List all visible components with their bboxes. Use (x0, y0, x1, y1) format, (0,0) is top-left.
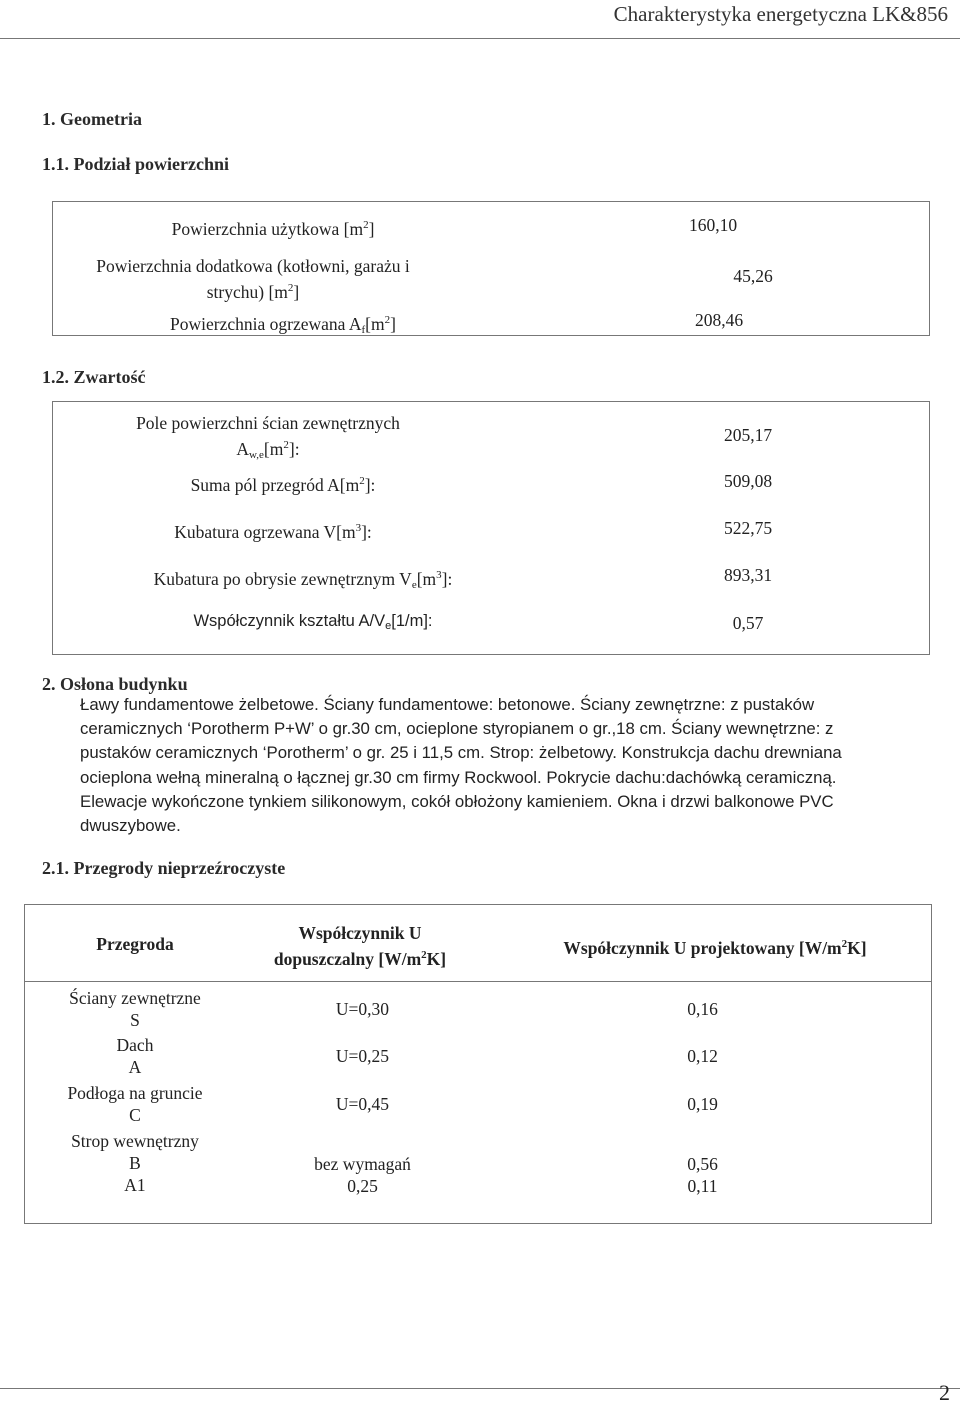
column-header-designed-u: Współczynnik U projektowany $[W/m^2K]$ (563, 938, 867, 958)
section-1-1-heading: 1.1. Podział powierzchni (42, 154, 229, 174)
section-1-2-heading: 1.2. Zwartość (42, 367, 146, 387)
page-number: 2 (939, 1380, 950, 1405)
designed-u-value: 0,19 (687, 1094, 718, 1114)
heated-area-value: 208,46 (694, 310, 744, 330)
heated-area-label: Powierzchnia ogrzewana $A_f[m^2]$ (170, 314, 396, 336)
partitions-table (24, 904, 932, 1224)
description-line: pustaków ceramicznych ‘Porotherm’ o gr. 25 i 11,5 cm. Strop: żelbetowy. Konstrukcja dachu drewniana (80, 743, 842, 763)
allowed-u-value: U=0,45 (335, 1094, 390, 1114)
section-2-heading: 2. Osłona budynku (42, 674, 188, 694)
allowed-u-value: bez wymagań 0,25 (314, 1154, 411, 1196)
additional-area-label: Powierzchnia dodatkowa (kotłowni, garażu i strychu) $[m^2]$ (96, 256, 410, 302)
designed-u-value: 0,56 0,11 (687, 1154, 718, 1196)
description-line: Elewacje wykończone tynkiem silikonowym, cokół obłożony kamieniem. Okna i drzwi balkonowe PVC (80, 791, 834, 811)
description-line: Ławy fundamentowe żelbetowe. Ściany fundamentowe: betonowe. Ściany zewnętrzne: z pustaków (80, 695, 815, 714)
external-volume-value: 893,31 (723, 565, 773, 585)
usable-area-label: Powierzchnia użytkowa $[m^2]$ (171, 219, 375, 239)
footer-divider (0, 1388, 960, 1389)
external-wall-area-value: 205,17 (723, 425, 773, 445)
allowed-u-value: U=0,30 (335, 999, 390, 1019)
partition-name: Strop wewnętrzny B A1 (71, 1131, 199, 1195)
description-line: dwuszybowe. (80, 816, 181, 836)
shape-factor-value: 0,57 (732, 613, 764, 633)
section-1-heading: 1. Geometria (42, 109, 142, 129)
table-header-divider (25, 981, 931, 982)
section-2-1-heading: 2.1. Przegrody nieprzeźroczyste (42, 858, 286, 878)
document-header-title: Charakterystyka energetyczna LK&856 (613, 2, 948, 26)
partition-name: Ściany zewnętrzne S (69, 988, 201, 1030)
heated-volume-label: Kubatura ogrzewana $V[m^3]$: (174, 522, 372, 542)
building-envelope-description (80, 693, 925, 838)
partitions-area-sum-label: Suma pól przegród $A[m^2]$: (190, 475, 376, 495)
description-line: ocieplona wełną mineralną o łącznej gr.30 cm firmy Rockwool. Pokrycie dachu:dachówką ceramiczną. (80, 767, 837, 787)
partition-name: Dach A (116, 1035, 154, 1077)
heated-volume-value: 522,75 (723, 518, 773, 538)
shape-factor-label: Współczynnik kształtu $A/V_e[1/m]$: (193, 612, 433, 632)
additional-area-value: 45,26 (733, 266, 773, 286)
column-header-allowed-u: Współczynnik U dopuszczalny $[W/m^2K]$ (273, 923, 447, 969)
header-divider (0, 38, 960, 39)
compactness-table (52, 401, 930, 655)
area-table (52, 201, 930, 336)
usable-area-value: 160,10 (688, 215, 738, 235)
external-volume-label: Kubatura po obrysie zewnętrznym $V_e[m^3]$: (153, 569, 453, 591)
column-header-partition: Przegroda (96, 934, 174, 954)
designed-u-value: 0,12 (687, 1046, 718, 1066)
designed-u-value: 0,16 (687, 999, 718, 1019)
external-wall-area-label: Pole powierzchni ścian zewnętrznych $A_{w,e}[m^2]$: (136, 413, 400, 461)
description-line: ceramicznych ‘Porotherm P+W’ o gr.30 cm, ocieplone styropianem o gr.,18 cm. Ściany wewnętrzne: z (80, 719, 834, 739)
partition-name: Podłoga na gruncie C (67, 1083, 203, 1125)
allowed-u-value: U=0,25 (335, 1046, 390, 1066)
partitions-area-sum-value: 509,08 (723, 471, 773, 491)
